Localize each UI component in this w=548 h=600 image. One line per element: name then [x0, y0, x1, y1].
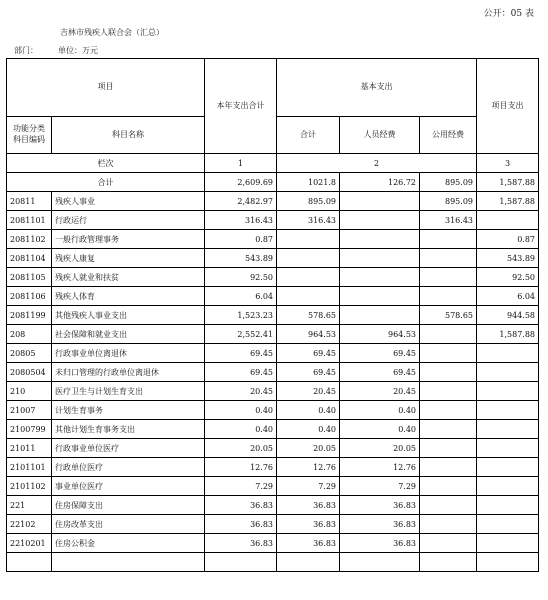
row-personnel: 69.45 [340, 363, 420, 382]
row-code: 2081102 [7, 230, 52, 249]
row-project: 1,587.88 [477, 325, 539, 344]
total-public: 895.09 [420, 173, 477, 192]
table-row [7, 458, 539, 477]
table-row [7, 249, 539, 268]
header-basic-total: 合计 [277, 117, 340, 154]
blank-row [7, 553, 539, 572]
row-code: 2081199 [7, 306, 52, 325]
table-row [7, 211, 539, 230]
row-personnel: 69.45 [340, 344, 420, 363]
column-index-label: 栏次 [7, 154, 205, 173]
row-basic-total [277, 268, 340, 287]
row-project: 1,587.88 [477, 192, 539, 211]
dept-label: 部门： [14, 46, 38, 55]
row-basic-total: 36.83 [277, 515, 340, 534]
column-index-3: 3 [477, 154, 539, 173]
row-current-total: 0.87 [205, 230, 277, 249]
row-current-total: 69.45 [205, 344, 277, 363]
row-name: 残疾人体育 [52, 287, 205, 306]
row-basic-total [277, 249, 340, 268]
row-project: 92.50 [477, 268, 539, 287]
row-code: 2081101 [7, 211, 52, 230]
row-basic-total: 20.05 [277, 439, 340, 458]
row-public [420, 230, 477, 249]
row-code: 210 [7, 382, 52, 401]
table-row [7, 344, 539, 363]
row-basic-total: 36.83 [277, 496, 340, 515]
row-public [420, 325, 477, 344]
row-personnel [340, 192, 420, 211]
row-basic-total [277, 287, 340, 306]
table-row [7, 496, 539, 515]
table-row [7, 477, 539, 496]
row-basic-total: 578.65 [277, 306, 340, 325]
total-row [7, 173, 539, 192]
row-name: 未归口管理的行政单位离退休 [52, 363, 205, 382]
table-row [7, 363, 539, 382]
row-public [420, 363, 477, 382]
table-row [7, 287, 539, 306]
row-name: 行政事业单位医疗 [52, 439, 205, 458]
row-basic-total: 0.40 [277, 420, 340, 439]
row-current-total: 7.29 [205, 477, 277, 496]
row-current-total: 36.83 [205, 496, 277, 515]
blank-cell [52, 553, 205, 572]
total-personnel: 126.72 [340, 173, 420, 192]
row-personnel: 964.53 [340, 325, 420, 344]
row-name: 行政单位医疗 [52, 458, 205, 477]
row-code: 208 [7, 325, 52, 344]
row-code: 2081104 [7, 249, 52, 268]
row-current-total: 12.76 [205, 458, 277, 477]
row-project [477, 382, 539, 401]
row-public [420, 382, 477, 401]
row-code: 21007 [7, 401, 52, 420]
row-public [420, 458, 477, 477]
row-name: 行政事业单位离退休 [52, 344, 205, 363]
header-public: 公用经费 [420, 117, 477, 154]
total-basic: 1021.8 [277, 173, 340, 192]
row-current-total: 543.89 [205, 249, 277, 268]
row-basic-total: 36.83 [277, 534, 340, 553]
row-name: 一般行政管理事务 [52, 230, 205, 249]
row-current-total: 20.05 [205, 439, 277, 458]
row-name: 其他残疾人事业支出 [52, 306, 205, 325]
row-project [477, 420, 539, 439]
row-project [477, 477, 539, 496]
row-public [420, 477, 477, 496]
row-code: 20811 [7, 192, 52, 211]
row-personnel: 36.83 [340, 496, 420, 515]
row-project [477, 515, 539, 534]
row-project [477, 363, 539, 382]
row-project [477, 401, 539, 420]
row-personnel [340, 287, 420, 306]
row-current-total: 6.04 [205, 287, 277, 306]
table-row [7, 420, 539, 439]
row-personnel: 20.05 [340, 439, 420, 458]
row-public [420, 268, 477, 287]
row-name: 残疾人康复 [52, 249, 205, 268]
blank-cell [340, 553, 420, 572]
column-index-1: 1 [205, 154, 277, 173]
row-code: 2101101 [7, 458, 52, 477]
table-row [7, 515, 539, 534]
blank-cell [7, 553, 52, 572]
row-personnel [340, 230, 420, 249]
row-project: 944.58 [477, 306, 539, 325]
total-label: 合计 [7, 173, 205, 192]
table-row [7, 192, 539, 211]
row-project [477, 344, 539, 363]
row-current-total: 2,552.41 [205, 325, 277, 344]
row-public [420, 420, 477, 439]
blank-cell [205, 553, 277, 572]
row-project: 0.87 [477, 230, 539, 249]
row-public [420, 496, 477, 515]
column-index-2: 2 [277, 154, 477, 173]
row-current-total: 92.50 [205, 268, 277, 287]
row-code: 20805 [7, 344, 52, 363]
expenditure-table [6, 58, 539, 572]
row-current-total: 0.40 [205, 420, 277, 439]
header-project: 项目支出 [477, 59, 539, 154]
column-index-row [7, 154, 539, 173]
row-project [477, 496, 539, 515]
row-name: 残疾人就业和扶贫 [52, 268, 205, 287]
row-code: 2100799 [7, 420, 52, 439]
blank-cell [477, 553, 539, 572]
row-name: 社会保障和就业支出 [52, 325, 205, 344]
row-project [477, 534, 539, 553]
row-code: 2080504 [7, 363, 52, 382]
row-code: 22102 [7, 515, 52, 534]
row-name: 住房保障支出 [52, 496, 205, 515]
row-public [420, 401, 477, 420]
row-public [420, 344, 477, 363]
row-public [420, 439, 477, 458]
row-personnel: 7.29 [340, 477, 420, 496]
row-basic-total: 964.53 [277, 325, 340, 344]
header-personnel: 人员经费 [340, 117, 420, 154]
row-basic-total: 7.29 [277, 477, 340, 496]
row-personnel: 36.83 [340, 515, 420, 534]
row-basic-total: 895.09 [277, 192, 340, 211]
row-code: 2101102 [7, 477, 52, 496]
row-basic-total: 316.43 [277, 211, 340, 230]
table-row [7, 401, 539, 420]
header-basic: 基本支出 [277, 59, 477, 117]
row-public [420, 249, 477, 268]
row-name: 行政运行 [52, 211, 205, 230]
row-current-total: 0.40 [205, 401, 277, 420]
row-personnel: 0.40 [340, 401, 420, 420]
row-public: 316.43 [420, 211, 477, 230]
row-name: 计划生育事务 [52, 401, 205, 420]
table-row [7, 306, 539, 325]
row-name: 住房公积金 [52, 534, 205, 553]
row-personnel: 12.76 [340, 458, 420, 477]
row-code: 2081106 [7, 287, 52, 306]
row-current-total: 316.43 [205, 211, 277, 230]
row-personnel [340, 268, 420, 287]
row-personnel [340, 211, 420, 230]
blank-cell [277, 553, 340, 572]
row-project: 6.04 [477, 287, 539, 306]
row-personnel: 0.40 [340, 420, 420, 439]
row-personnel: 20.45 [340, 382, 420, 401]
row-name: 住房改革支出 [52, 515, 205, 534]
row-current-total: 20.45 [205, 382, 277, 401]
row-public: 578.65 [420, 306, 477, 325]
table-row [7, 325, 539, 344]
row-basic-total: 69.45 [277, 344, 340, 363]
header-subject-name: 科目名称 [52, 117, 205, 154]
row-project [477, 211, 539, 230]
table-row [7, 382, 539, 401]
row-project: 543.89 [477, 249, 539, 268]
table-row [7, 439, 539, 458]
row-basic-total: 0.40 [277, 401, 340, 420]
row-code: 2081105 [7, 268, 52, 287]
row-current-total: 1,523.23 [205, 306, 277, 325]
row-name: 残疾人事业 [52, 192, 205, 211]
total-project: 1,587.88 [477, 173, 539, 192]
row-basic-total: 20.45 [277, 382, 340, 401]
row-code: 221 [7, 496, 52, 515]
row-public [420, 287, 477, 306]
header-current-total: 本年支出合计 [205, 59, 277, 154]
row-name: 其他计划生育事务支出 [52, 420, 205, 439]
table-row [7, 230, 539, 249]
row-public [420, 515, 477, 534]
header-func-code: 功能分类科目编码 [7, 117, 52, 154]
table-row [7, 268, 539, 287]
row-personnel [340, 306, 420, 325]
row-public [420, 534, 477, 553]
row-basic-total [277, 230, 340, 249]
row-current-total: 2,482.97 [205, 192, 277, 211]
report-meta [14, 45, 98, 56]
row-current-total: 69.45 [205, 363, 277, 382]
row-code: 21011 [7, 439, 52, 458]
row-basic-total: 12.76 [277, 458, 340, 477]
report-title: 吉林市残疾人联合会（汇总） [60, 28, 164, 37]
table-row [7, 534, 539, 553]
row-project [477, 458, 539, 477]
row-current-total: 36.83 [205, 534, 277, 553]
row-name: 医疗卫生与计划生育支出 [52, 382, 205, 401]
row-public: 895.09 [420, 192, 477, 211]
row-basic-total: 69.45 [277, 363, 340, 382]
row-personnel [340, 249, 420, 268]
row-personnel: 36.83 [340, 534, 420, 553]
row-current-total: 36.83 [205, 515, 277, 534]
row-name: 事业单位医疗 [52, 477, 205, 496]
row-project [477, 439, 539, 458]
page-code: 公开：05 表 [483, 9, 534, 19]
row-code: 2210201 [7, 534, 52, 553]
total-current: 2,609.69 [205, 173, 277, 192]
unit-label: 单位：万元 [58, 46, 98, 55]
blank-cell [420, 553, 477, 572]
header-subject: 项目 [7, 59, 205, 117]
